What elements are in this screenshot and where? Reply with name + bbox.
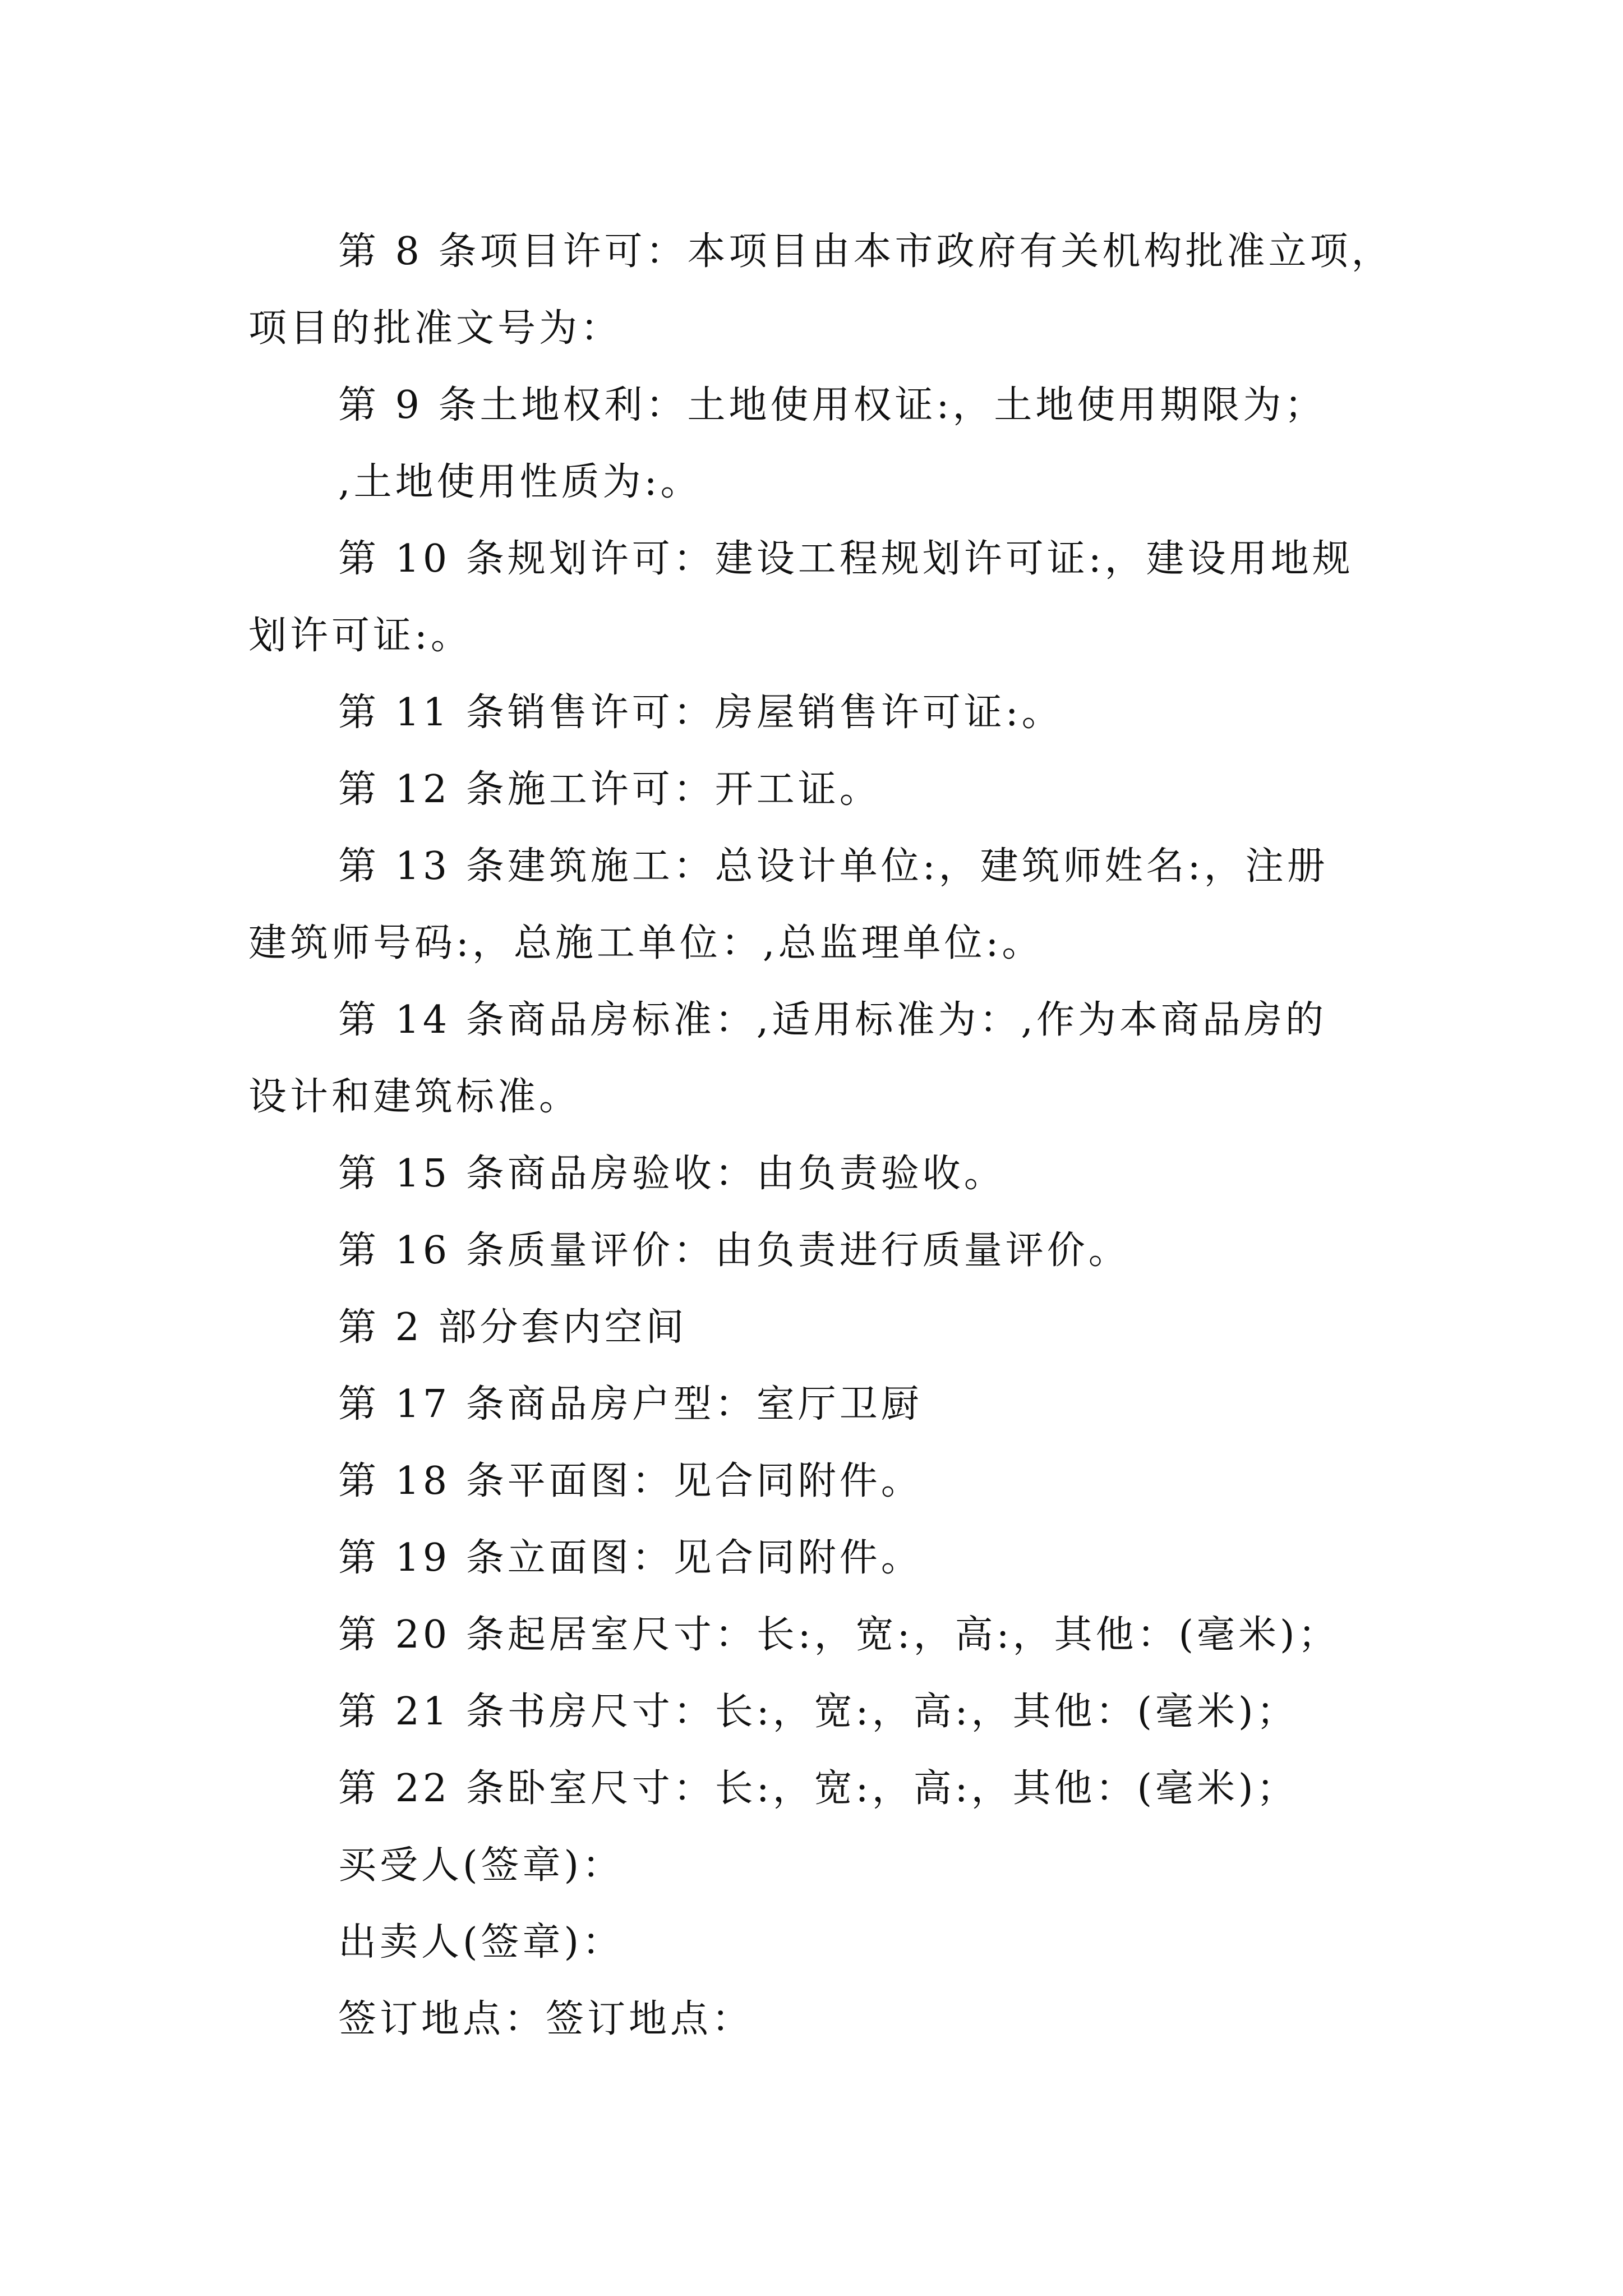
- clause-22: 第 22 条卧室尺寸：长:，宽:，高:，其他：(毫米)；: [338, 1766, 1298, 1811]
- clause-10-line-1: 第 10 条规划许可：建设工程规划许可证:，建设用地规: [338, 537, 1354, 581]
- seller-signature-line: 出卖人(签章)：: [338, 1920, 624, 1964]
- clause-13-line-1: 第 13 条建筑施工：总设计单位:，建筑师姓名:，注册: [338, 844, 1329, 889]
- clause-10-line-2: 划许可证:。: [248, 614, 472, 658]
- clause-20: 第 20 条起居室尺寸：长:，宽:，高:，其他：(毫米)；: [338, 1613, 1340, 1657]
- clause-12: 第 12 条施工许可：开工证。: [338, 767, 881, 812]
- clause-19: 第 19 条立面图：见合同附件。: [338, 1536, 923, 1580]
- clause-8-line-1: 第 8 条项目许可：本项目由本市政府有关机构批准立项，: [338, 229, 1393, 274]
- clause-16: 第 16 条质量评价：由负责进行质量评价。: [338, 1228, 1130, 1273]
- clause-15: 第 15 条商品房验收：由负责验收。: [338, 1152, 1006, 1196]
- clause-9-line-1: 第 9 条土地权利：土地使用权证:，土地使用期限为；: [338, 383, 1326, 427]
- signing-location-line: 签订地点：签订地点：: [338, 1997, 754, 2041]
- clause-9-line-2: ,土地使用性质为:。: [338, 460, 702, 504]
- section-2-heading: 第 2 部分套内空间: [338, 1305, 688, 1350]
- clause-14-line-2: 设计和建筑标准。: [248, 1075, 581, 1119]
- clause-8-line-2: 项目的批准文号为：: [248, 306, 623, 351]
- clause-21: 第 21 条书房尺寸：长:，宽:，高:，其他：(毫米)；: [338, 1690, 1298, 1734]
- clause-11: 第 11 条销售许可：房屋销售许可证:。: [338, 691, 1063, 735]
- clause-17: 第 17 条商品房户型：室厅卫厨: [338, 1382, 923, 1427]
- clause-14-line-1: 第 14 条商品房标准：,适用标准为：,作为本商品房的: [338, 998, 1327, 1042]
- clause-18: 第 18 条平面图：见合同附件。: [338, 1459, 923, 1503]
- clause-13-line-2: 建筑师号码:，总施工单位：,总监理单位:。: [248, 921, 1044, 965]
- buyer-signature-line: 买受人(签章)：: [338, 1843, 624, 1888]
- document-body: [248, 213, 1393, 2058]
